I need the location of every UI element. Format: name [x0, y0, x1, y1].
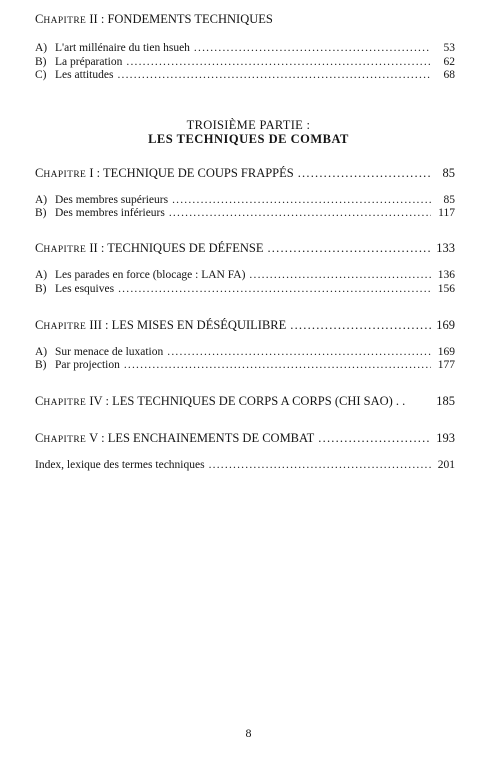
index-page: 201	[437, 459, 455, 471]
toc-chapter[interactable]	[35, 431, 455, 447]
dot-leader	[169, 206, 431, 220]
chapter-2-heading	[35, 12, 273, 27]
dot-leader	[117, 68, 431, 82]
dot-leader	[249, 268, 431, 282]
chapter-page: 193	[436, 431, 455, 445]
toc-entry[interactable]	[35, 358, 455, 372]
chapter-heading-text: II : FONDEMENTS TECHNIQUES	[89, 12, 273, 26]
page-number: 8	[245, 726, 252, 740]
toc-entry[interactable]	[35, 68, 455, 82]
entry-page: 136	[437, 269, 455, 281]
entry-page: 156	[437, 283, 455, 295]
dot-leader	[194, 41, 431, 55]
entry-letter: B)	[35, 56, 47, 68]
entry-letter: A)	[35, 194, 48, 206]
chapter-prefix-cap: C	[35, 241, 44, 255]
chapter-prefix-rest: HAPITRE	[43, 170, 87, 180]
chapter-title: IV : LES TECHNIQUES DE CORPS A CORPS (CHI SAO) . .	[89, 394, 406, 408]
entry-page: 169	[437, 346, 455, 358]
chapter-page: 185	[436, 394, 455, 408]
toc-entry[interactable]	[35, 268, 455, 282]
entry-page: 68	[443, 69, 455, 81]
dot-leader	[172, 193, 431, 207]
dot-leader	[124, 358, 431, 372]
dot-leader	[318, 431, 431, 445]
toc-entry[interactable]	[35, 41, 455, 55]
chapter-page: 169	[436, 318, 455, 332]
chapter-title: III : LES MISES EN DÉSÉQUILIBRE	[89, 318, 287, 332]
chapter-prefix-cap: C	[35, 12, 44, 26]
toc-entry[interactable]	[35, 282, 455, 296]
toc-entry[interactable]	[35, 55, 455, 69]
entry-letter: A)	[35, 269, 48, 281]
chapter-prefix-rest: HAPITRE	[43, 16, 87, 26]
entry-title: La préparation	[55, 56, 123, 68]
chapter-title: V : LES ENCHAINEMENTS DE COMBAT	[89, 431, 315, 445]
entry-title: Sur menace de luxation	[55, 346, 164, 358]
index-title: Index, lexique des termes techniques	[35, 459, 205, 471]
entry-page: 117	[438, 207, 455, 219]
entry-page: 85	[443, 194, 455, 206]
chapter-prefix-cap: C	[35, 166, 44, 180]
toc-entry[interactable]	[35, 206, 455, 220]
entry-title: Les esquives	[55, 283, 115, 295]
chapter-prefix-cap: C	[35, 431, 44, 445]
dot-leader	[267, 241, 431, 255]
chapter-page: 133	[436, 241, 455, 255]
entry-letter: C)	[35, 69, 47, 81]
chapter-prefix-cap: C	[35, 318, 44, 332]
entry-title: Les attitudes	[55, 69, 114, 81]
toc-index-entry[interactable]	[35, 458, 455, 472]
toc-entry[interactable]	[35, 193, 455, 207]
entry-title: Des membres inférieurs	[55, 207, 165, 219]
entry-title: Les parades en force (blocage : LAN FA)	[55, 269, 246, 281]
dot-leader	[290, 318, 431, 332]
entry-letter: B)	[35, 359, 47, 371]
dot-leader	[298, 166, 431, 180]
chapter-prefix-rest: HAPITRE	[43, 435, 87, 445]
toc-chapter[interactable]	[35, 394, 455, 410]
part-title: LES TECHNIQUES DE COMBAT	[148, 132, 349, 146]
entry-letter: B)	[35, 283, 47, 295]
entry-title: L'art millénaire du tien hsueh	[55, 42, 190, 54]
dot-leader	[209, 458, 431, 472]
chapter-prefix-rest: HAPITRE	[43, 398, 87, 408]
entry-letter: B)	[35, 207, 47, 219]
chapter-title: I : TECHNIQUE DE COUPS FRAPPÉS	[89, 166, 294, 180]
toc-chapter[interactable]	[35, 166, 455, 182]
entry-page: 177	[437, 359, 455, 371]
entry-letter: A)	[35, 346, 48, 358]
entry-title: Par projection	[55, 359, 120, 371]
chapter-prefix-cap: C	[35, 394, 44, 408]
chapter-page: 85	[442, 166, 455, 180]
dot-leader	[167, 345, 431, 359]
entry-page: 62	[443, 56, 455, 68]
toc-chapter[interactable]	[35, 318, 455, 334]
entry-letter: A)	[35, 42, 48, 54]
chapter-prefix-rest: HAPITRE	[43, 322, 87, 332]
dot-leader	[126, 55, 431, 69]
dot-leader	[118, 282, 431, 296]
entry-title: Des membres supérieurs	[55, 194, 169, 206]
chapter-title: II : TECHNIQUES DE DÉFENSE	[89, 241, 264, 255]
entry-page: 53	[443, 42, 455, 54]
toc-chapter[interactable]	[35, 241, 455, 257]
toc-entry[interactable]	[35, 345, 455, 359]
chapter-prefix-rest: HAPITRE	[43, 245, 87, 255]
part-label: TROISIÈME PARTIE :	[186, 118, 311, 132]
